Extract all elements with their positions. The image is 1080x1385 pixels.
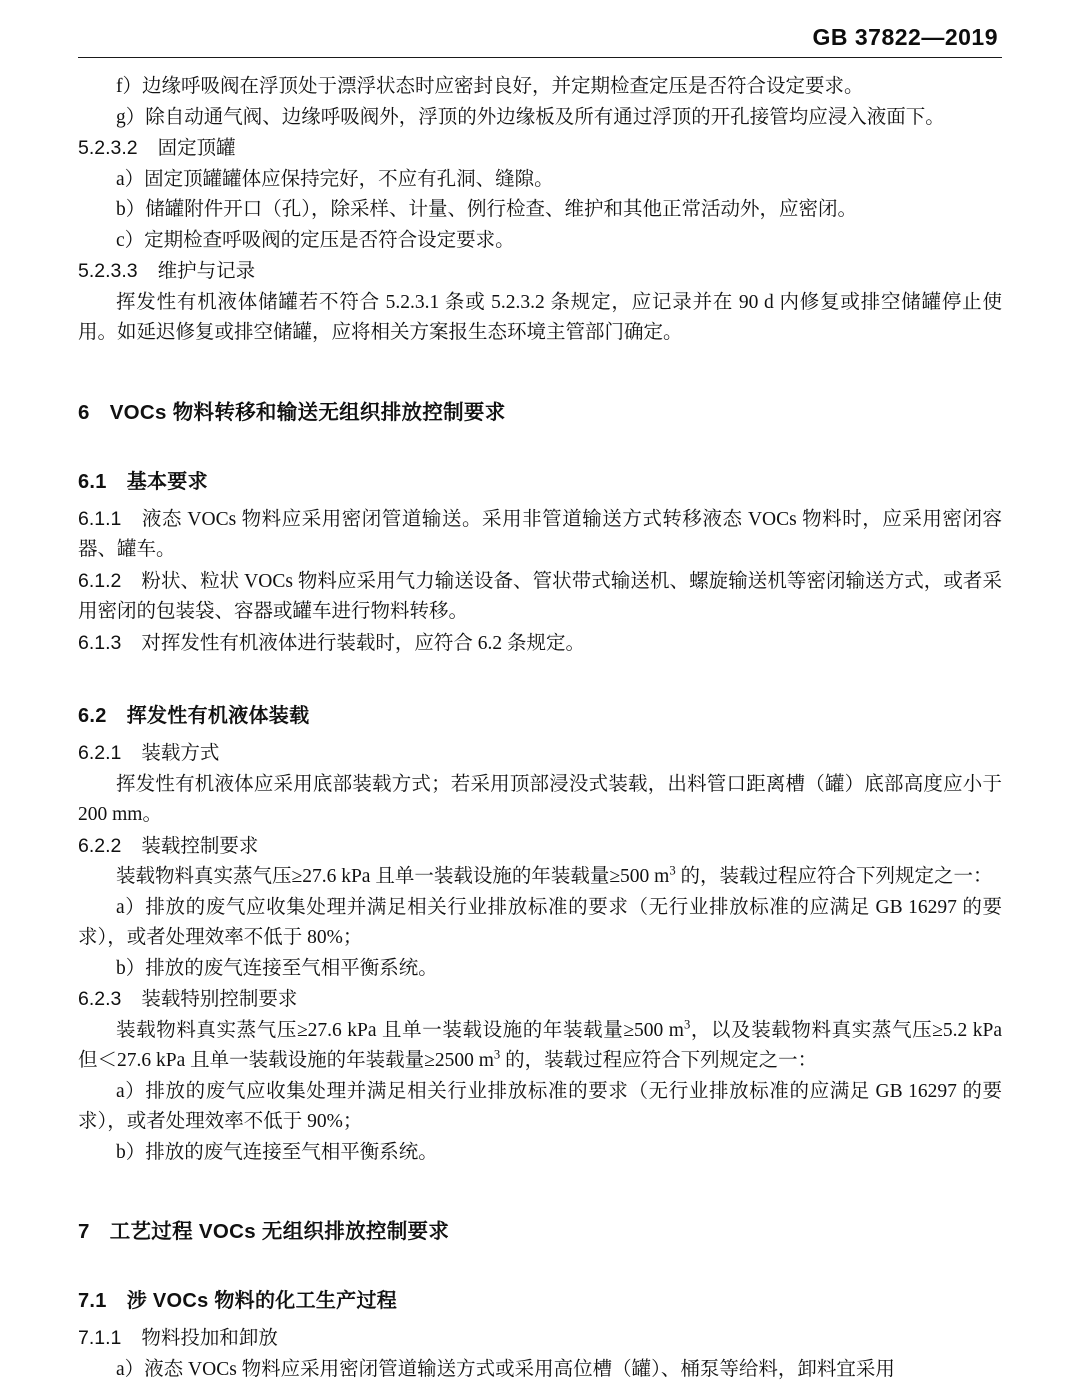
clause-623-title: 装载特别控制要求 [141, 989, 297, 1010]
clause-622-heading [78, 831, 1002, 863]
list-item-622-a: a）排放的废气应收集处理并满足相关行业排放标准的要求（无行业排放标准的应满足 GB 16297 的要求），或者处理效率不低于 80%； [78, 893, 1002, 954]
clause-613-number: 6.1.3 [78, 632, 121, 654]
header-divider [78, 57, 1002, 58]
chapter-6-heading [78, 395, 1002, 425]
clause-623-lead-b: ，以及装载物料真实蒸气压≥5.2 kPa 但＜27.6 kPa 且单一装载设施的年装载量≥2500 m [78, 1020, 1002, 1072]
clause-623-lead-c: 的，装载过程应符合下列规定之一： [500, 1050, 817, 1071]
chapter-7-heading [78, 1214, 1002, 1244]
page-header-standard-id: GB 37822—2019 [78, 24, 1002, 51]
clause-623-number: 6.2.3 [78, 988, 121, 1010]
clause-623-lead-a: 装载物料真实蒸气压≥27.6 kPa 且单一装载设施的年装载量≥500 m [116, 1020, 684, 1041]
clause-5233-title: 维护与记录 [158, 261, 256, 282]
clause-611-text: 液态 VOCs 物料应采用密闭管道输送。采用非管道输送方式转移液态 VOCs 物料时，应采用密闭容器、罐车。 [78, 509, 1002, 561]
list-item-623-a: a）排放的废气应收集处理并满足相关行业排放标准的要求（无行业排放标准的应满足 GB 16297 的要求），或者处理效率不低于 90%； [78, 1077, 1002, 1138]
list-item-623-b: b）排放的废气连接至气相平衡系统。 [78, 1138, 1002, 1169]
clause-5233-text: 挥发性有机液体储罐若不符合 5.2.3.1 条或 5.2.3.2 条规定，应记录并在 90 d 内修复或排空储罐停止使用。如延迟修复或排空储罐，应将相关方案报生态环境主管部门确定。 [78, 288, 1002, 349]
clause-5233-number: 5.2.3.3 [78, 260, 138, 282]
clause-5232-title: 固定顶罐 [158, 138, 236, 159]
clause-623-heading [78, 984, 1002, 1016]
clause-623-lead-sup1: 3 [684, 1017, 690, 1031]
clause-621-title: 装载方式 [141, 743, 219, 764]
clause-623-lead [78, 1016, 1002, 1077]
section-61-title: 基本要求 [127, 471, 208, 493]
clause-611-number: 6.1.1 [78, 508, 121, 530]
clause-711-heading [78, 1323, 1002, 1355]
section-62-title: 挥发性有机液体装载 [127, 705, 310, 727]
section-61-heading [78, 465, 1002, 494]
clause-5233-heading [78, 256, 1002, 288]
chapter-6-number: 6 [78, 401, 90, 424]
list-item-f: f）边缘呼吸阀在浮顶处于漂浮状态时应密封良好，并定期检查定压是否符合设定要求。 [78, 72, 1002, 103]
clause-622-lead-a: 装载物料真实蒸气压≥27.6 kPa 且单一装载设施的年装载量≥500 m [116, 866, 669, 887]
section-62-number: 6.2 [78, 705, 107, 727]
clause-622-lead-sup: 3 [669, 864, 675, 878]
clause-622-number: 6.2.2 [78, 835, 121, 857]
clause-5232-heading [78, 133, 1002, 165]
clause-711-number: 7.1.1 [78, 1327, 121, 1349]
clause-621-number: 6.2.1 [78, 742, 121, 764]
chapter-6-title: VOCs 物料转移和输送无组织排放控制要求 [110, 401, 506, 424]
clause-622-lead-b: 的，装载过程应符合下列规定之一： [676, 866, 993, 887]
list-item-g: g）除自动通气阀、边缘呼吸阀外，浮顶的外边缘板及所有通过浮顶的开孔接管均应浸入液面下。 [78, 103, 1002, 134]
section-62-heading [78, 699, 1002, 728]
clause-612-number: 6.1.2 [78, 570, 121, 592]
clause-5232-number: 5.2.3.2 [78, 137, 138, 159]
list-item-5232-c: c）定期检查呼吸阀的定压是否符合设定要求。 [78, 226, 1002, 257]
list-item-5232-b: b）储罐附件开口（孔），除采样、计量、例行检查、维护和其他正常活动外，应密闭。 [78, 195, 1002, 226]
section-71-title: 涉 VOCs 物料的化工生产过程 [127, 1290, 397, 1312]
list-item-622-b: b）排放的废气连接至气相平衡系统。 [78, 954, 1002, 985]
section-71-heading [78, 1284, 1002, 1313]
chapter-7-title: 工艺过程 VOCs 无组织排放控制要求 [110, 1220, 449, 1243]
clause-622-lead [78, 862, 1002, 893]
clause-711-title: 物料投加和卸放 [141, 1328, 278, 1349]
clause-612-text: 粉状、粒状 VOCs 物料应采用气力输送设备、管状带式输送机、螺旋输送机等密闭输送方式，或者采用密闭的包装袋、容器或罐车进行物料转移。 [78, 571, 1002, 623]
clause-612 [78, 566, 1002, 628]
clause-613-text: 对挥发性有机液体进行装载时，应符合 6.2 条规定。 [141, 633, 585, 654]
clause-613 [78, 628, 1002, 660]
chapter-7-number: 7 [78, 1220, 90, 1243]
clause-622-title: 装载控制要求 [141, 836, 258, 857]
clause-621-text: 挥发性有机液体应采用底部装载方式；若采用顶部浸没式装载，出料管口距离槽（罐）底部高度应小于 200 mm。 [78, 770, 1002, 831]
clause-623-lead-sup2: 3 [494, 1048, 500, 1062]
list-item-711-a-cut: a）液态 VOCs 物料应采用密闭管道输送方式或采用高位槽（罐）、桶泵等给料，卸料宜采用 [78, 1355, 1002, 1385]
clause-621-heading [78, 738, 1002, 770]
section-71-number: 7.1 [78, 1290, 107, 1312]
clause-611 [78, 504, 1002, 566]
list-item-5232-a: a）固定顶罐罐体应保持完好，不应有孔洞、缝隙。 [78, 165, 1002, 196]
section-61-number: 6.1 [78, 471, 107, 493]
